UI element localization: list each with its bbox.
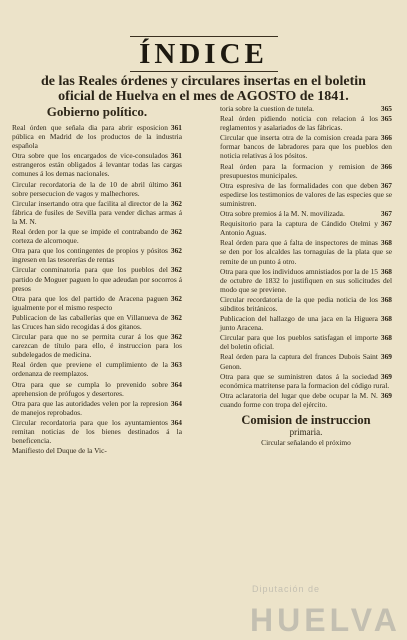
page-number: 368: [380, 294, 392, 304]
index-entry: [220, 295, 392, 313]
entry-text: Real órden que señala dia para abrir esposicion pública en Madrid de los productos de la industria española: [12, 123, 182, 151]
index-entry: [220, 209, 392, 218]
page-number: 368: [380, 314, 392, 324]
page-number: 368: [380, 333, 392, 343]
page-number: 364: [170, 398, 182, 408]
entry-text: Real órden para la captura del frances Dubois Saint Genon.: [220, 352, 378, 371]
index-entry: [220, 181, 392, 208]
index-entry: [12, 151, 182, 178]
page-number: 366: [380, 133, 392, 143]
index-entry: [12, 418, 182, 445]
entry-text: Circular conminatoria para que los pueblos del partido de Moguer paguen lo que adeudan por socorros á presos: [12, 265, 182, 293]
index-entry: [220, 162, 392, 180]
page-number: 361: [170, 123, 182, 132]
page-number: 368: [380, 266, 392, 276]
left-entry-list: [12, 123, 182, 455]
subtitle-line-2: oficial de Huelva en el mes de AGOSTO de 1841.: [58, 89, 349, 104]
index-entry: [220, 372, 392, 390]
index-entry: [12, 265, 182, 292]
index-entry: [12, 313, 182, 331]
page-number: 364: [170, 379, 182, 389]
entry-text: Real órden pidiendo noticia con relacion á los reglamentos y asalariados de las fábricas.: [220, 114, 378, 133]
page-number: 366: [380, 161, 392, 171]
index-entry: [220, 133, 392, 160]
page-number: 362: [170, 265, 182, 275]
entry-text: toria sobre la cuestion de tutela.: [220, 104, 314, 113]
page-number: 362: [170, 293, 182, 303]
entry-text: Otra espresiva de las formalidades con que deben espedirse los testimonios de valores de las especies que se suministren.: [220, 180, 392, 208]
index-entry: [220, 219, 392, 237]
index-entry: [12, 332, 182, 359]
index-entry: [220, 238, 392, 265]
page-number: 364: [170, 417, 182, 427]
index-entry: [12, 294, 182, 312]
watermark-caption: Diputación de: [252, 584, 321, 594]
section-heading-gobierno: Gobierno político.: [46, 104, 148, 119]
entry-text: Requisitorio para la captura de Cándido Otelmi y Antonio Aguas.: [220, 219, 378, 238]
left-column: [12, 104, 182, 456]
subtitle-line-1: de las Reales órdenes y circulares insertas en el boletin: [41, 74, 366, 89]
entry-text: Circular para que los pueblos satisfagan el importe del boletin oficial.: [220, 333, 378, 352]
entry-text: Circular insertando otra que facilita al director de la fábrica de fusiles de Sevilla para vender dichas armas á la M. N.: [12, 198, 182, 226]
index-entry: [12, 123, 182, 150]
entry-text: Otra sobre que los encargados de vice-consulados estrangeros están obligados á levantar todas las cargas comunes á los demas nacionales.: [12, 151, 182, 179]
page-number: 362: [170, 312, 182, 322]
page-number: 362: [170, 332, 182, 342]
index-entry: [220, 352, 392, 370]
index-entry: [220, 114, 392, 132]
right-entry-list: [220, 104, 392, 409]
right-column: [220, 104, 392, 447]
entry-text: Otra sobre premios á la M. N. movilizada.: [220, 209, 345, 219]
index-entry: [12, 199, 182, 226]
entry-text: Manifiesto del Duque de la Vic-: [12, 446, 107, 456]
page-number: 367: [380, 209, 392, 219]
title-top-rule: [130, 36, 278, 37]
index-entry: [12, 246, 182, 264]
page-number: 369: [380, 352, 392, 362]
index-entry: [12, 227, 182, 245]
page-title: ÍNDICE: [139, 38, 268, 70]
entry-text: Otra para que los individuos amnistiados por la de 15 de octubre de 1832 lo justifiquen en sus solicitudes del modo que se previene.: [220, 266, 392, 294]
entry-text: Otra aclaratoria del lugar que debe ocupar la M. N. cuando forme con tropa del ejército.: [220, 390, 378, 409]
section-subheading: primaria.: [289, 427, 323, 437]
title-bottom-rule: [130, 71, 278, 72]
index-entry: [220, 314, 392, 332]
index-entry: [12, 360, 182, 378]
index-entry: [12, 180, 182, 198]
index-entry: [220, 104, 392, 113]
page-number: 363: [170, 360, 182, 370]
entry-text: Otra para que se cumpla lo prevenido sobre aprehension de prófugos y desertores.: [12, 379, 168, 398]
page-number: 362: [170, 227, 182, 237]
index-entry: [12, 380, 182, 398]
page-number: 362: [170, 198, 182, 208]
entry-text: Circular recordatoria para que los ayuntamientos remitan noticias de los bienes destinados á la beneficencia.: [12, 417, 182, 446]
entry-text: Real órden para la formacion y remision de presupuestos municipales.: [220, 161, 378, 180]
page-number: 361: [170, 179, 182, 189]
index-entry: [220, 333, 392, 351]
entry-text: Publicacion de las caballerías que en Villanueva de las Cruces han sido recogidas á dos gitanos.: [12, 312, 168, 331]
index-entry: [12, 446, 182, 455]
watermark-logo: HUELVA: [250, 602, 401, 638]
page-number: 365: [380, 104, 392, 113]
entry-text: Circular recordatoria de la que pedia noticia de los súbditos británicos.: [220, 294, 378, 313]
index-entry: [220, 391, 392, 409]
page-number: 361: [170, 151, 182, 161]
entry-text: Otra para que las autoridades velen por la represion de manejos reprobados.: [12, 398, 168, 417]
page-number: 362: [170, 246, 182, 256]
page-number: 369: [380, 390, 392, 400]
index-entry: [12, 399, 182, 417]
section-heading-comision: Comision de instruccion: [241, 413, 371, 427]
page-number: 367: [380, 219, 392, 229]
last-entry-line: Circular señalando el próximo: [261, 438, 351, 447]
page-number: 368: [380, 238, 392, 248]
page-number: 367: [380, 180, 392, 190]
entry-text: Real órden por la que se impide el contrabando de corteza de alcornoque.: [12, 227, 168, 246]
entry-text: Real órden para que á falta de inspectores de minas se den por los alcaldes las tornaguías de la plata que se remite de un punto á otro.: [220, 238, 392, 266]
entry-text: Otra para que los contingentes de propios y pósitos ingresen en las tesorerías de rentas: [12, 246, 168, 265]
entry-text: Otra para que se suministren datos á la sociedad económica matritense para la formacion del código rural.: [220, 371, 390, 390]
entry-text: Circular que inserta otra de la comision creada para formar bancos de labradores para que los pueblos den noticia relativas á los pósitos.: [220, 133, 392, 161]
index-entry: [220, 267, 392, 294]
entry-text: Otra para que los del partido de Aracena paguen igualmente por el mismo respecto: [12, 293, 168, 312]
page-number: 369: [380, 371, 392, 381]
entry-text: Real órden que previene el cumplimiento de la ordenanza de reemplazos.: [12, 360, 168, 379]
entry-text: Publicacion del hallazgo de una jaca en la Higuera junto Aracena.: [220, 314, 378, 333]
entry-text: Circular recordatoria de la de 10 de abril último sobre persecucion de vagos y malhechores.: [12, 179, 168, 198]
entry-text: Circular para que no se permita curar á los que carezcan de título para ello, é instruccion para los subdelegados de medicina.: [12, 332, 182, 360]
page-number: 365: [380, 114, 392, 124]
